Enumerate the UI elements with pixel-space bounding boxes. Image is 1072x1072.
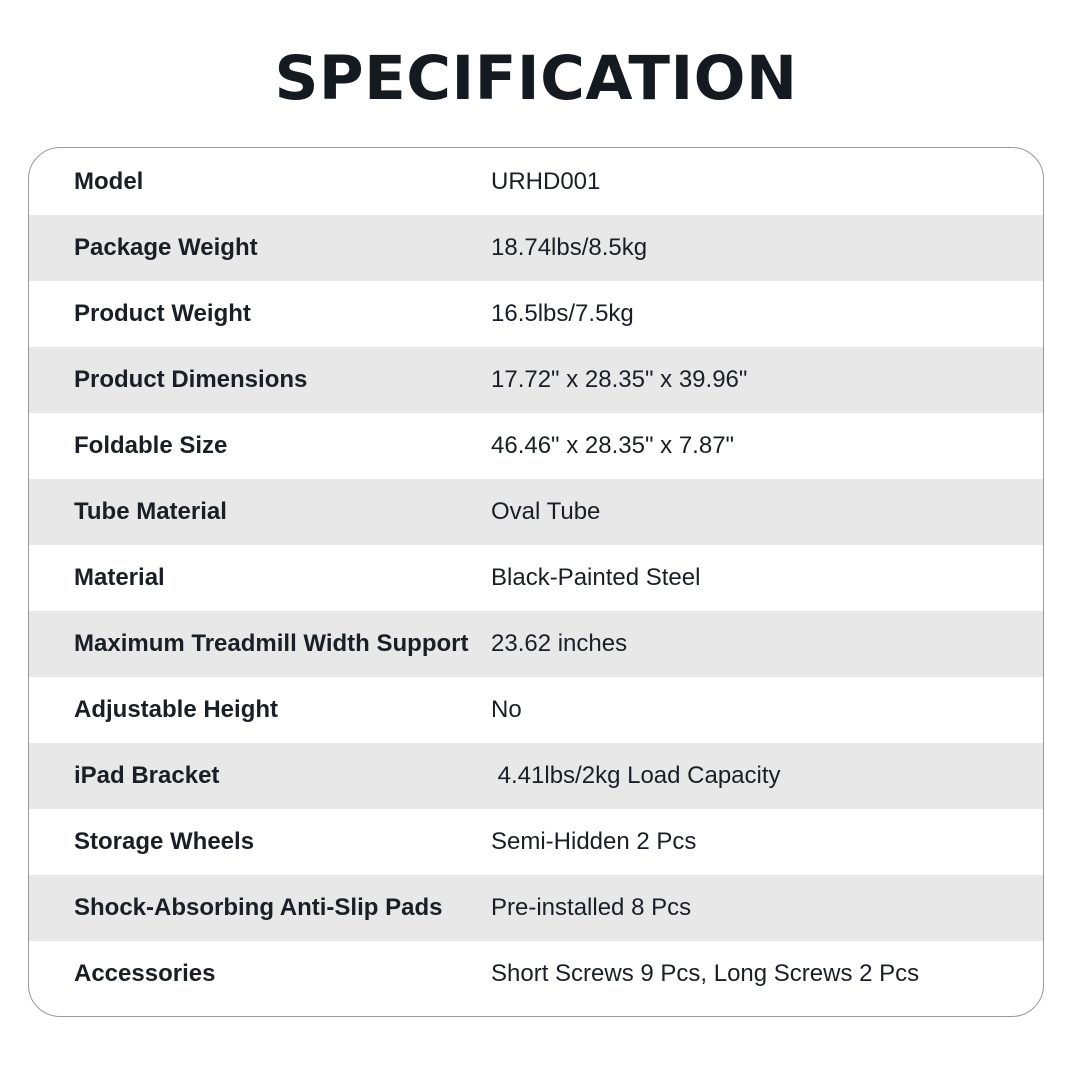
spec-row-adjustable-height <box>29 677 1043 743</box>
spec-row-product-dimensions <box>29 347 1043 413</box>
spec-row-anti-slip-pads <box>29 875 1043 941</box>
spec-value: 17.72" x 28.35" x 39.96" <box>491 366 748 393</box>
spec-row-foldable-size <box>29 413 1043 479</box>
spec-label: Foldable Size <box>74 432 228 459</box>
spec-row-material <box>29 545 1043 611</box>
spec-value: 18.74lbs/8.5kg <box>491 234 648 261</box>
spec-row-tube-material <box>29 479 1043 545</box>
spec-row-package-weight <box>29 215 1043 281</box>
spec-value: 46.46" x 28.35" x 7.87" <box>491 432 735 459</box>
spec-label: Adjustable Height <box>74 696 279 723</box>
spec-value: 4.41lbs/2kg Load Capacity <box>491 762 781 789</box>
spec-label: iPad Bracket <box>74 762 220 789</box>
specification-table <box>28 147 1044 1017</box>
spec-value: Semi-Hidden 2 Pcs <box>491 828 697 855</box>
spec-row-accessories <box>29 941 1043 1007</box>
spec-label: Shock-Absorbing Anti-Slip Pads <box>74 894 443 921</box>
spec-label: Tube Material <box>74 498 227 525</box>
spec-label: Package Weight <box>74 234 258 261</box>
spec-value: Short Screws 9 Pcs, Long Screws 2 Pcs <box>491 960 920 987</box>
spec-row-model <box>29 148 1043 215</box>
spec-value: 23.62 inches <box>491 630 628 657</box>
spec-value: URHD001 <box>491 167 601 195</box>
spec-row-product-weight <box>29 281 1043 347</box>
spec-value: Black-Painted Steel <box>491 564 701 591</box>
spec-label: Product Weight <box>74 300 251 327</box>
spec-label: Material <box>74 564 165 591</box>
spec-label: Accessories <box>74 960 216 987</box>
spec-row-ipad-bracket <box>29 743 1043 809</box>
spec-row-max-treadmill-width <box>29 611 1043 677</box>
spec-value: No <box>491 696 522 723</box>
spec-row-storage-wheels <box>29 809 1043 875</box>
spec-value: Oval Tube <box>491 498 601 525</box>
spec-label: Product Dimensions <box>74 366 308 393</box>
spec-value: Pre-installed 8 Pcs <box>491 894 692 921</box>
spec-value: 16.5lbs/7.5kg <box>491 300 634 327</box>
spec-label: Model <box>74 167 144 195</box>
spec-label: Storage Wheels <box>74 828 255 855</box>
spec-label: Maximum Treadmill Width Support <box>74 630 469 657</box>
page-title: SPECIFICATION <box>274 43 798 114</box>
